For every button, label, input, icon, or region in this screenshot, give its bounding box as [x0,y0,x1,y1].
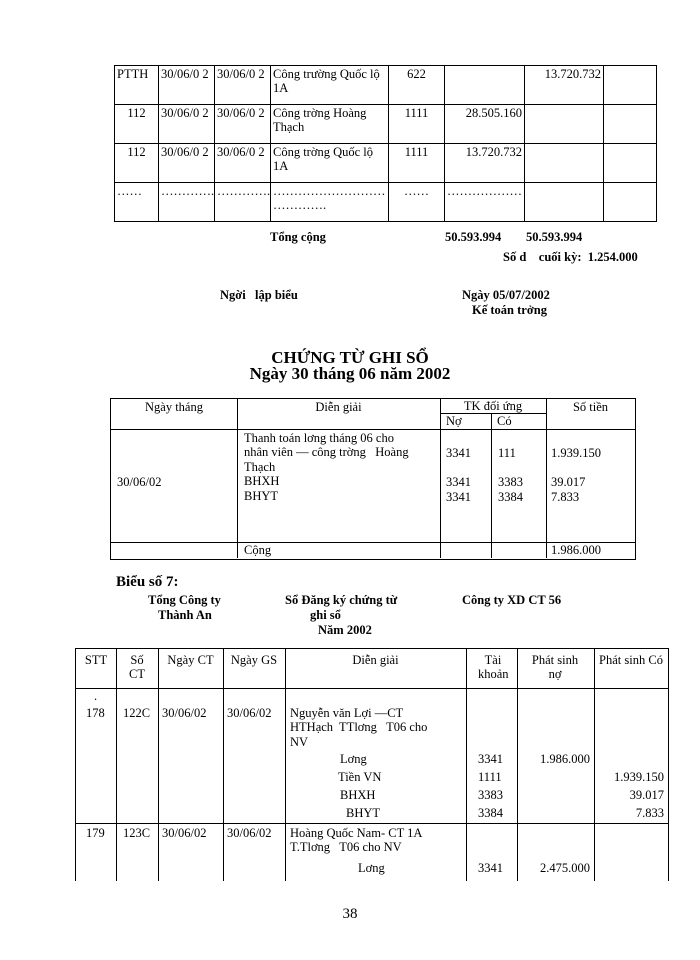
table-row [115,105,657,144]
ledger-cell: 30/06/0 2 [159,66,215,105]
ledger-cell [525,105,604,144]
line-debit: 1.986.000 [540,752,590,766]
ledger-cell: …… [115,183,159,222]
stray-dot: . [94,689,98,703]
desc-line: Hoàng Quốc Nam- CT 1A [290,826,423,840]
ledger-cell [604,144,657,183]
voucher-date: 30/06/02 [117,475,162,489]
ledger-cell: Công trờng Quốc lộ 1A [271,144,389,183]
line-label: Lơng [358,861,385,875]
line-account: 1111 [478,770,502,784]
ledger-cell: 1111 [389,144,445,183]
ledger-total-credit: 50.593.994 [526,230,583,244]
row-ngayct: 30/06/02 [162,706,207,720]
col-credit-header: Có [497,414,512,428]
col-credit-header: Phát sinh Có [599,653,663,667]
desc-line: Nguyễn văn Lợi —CT [290,706,404,720]
row-ngaygs: 30/06/02 [227,826,272,840]
ledger-cell [445,66,525,105]
ledger-cell [525,144,604,183]
voucher-total-label: Cộng [244,543,272,557]
ledger-cell [525,183,604,222]
line-account: 3384 [478,806,503,820]
row-ngaygs: 30/06/02 [227,706,272,720]
ledger-cell: 622 [389,66,445,105]
line-account: 3341 [478,752,503,766]
ledger-table [114,65,657,222]
line-account: 3383 [478,788,503,802]
ledger-cell [604,66,657,105]
ledger-cell: 30/06/0 2 [215,105,271,144]
voucher-table [110,398,636,560]
chief-accountant-label: Kế toán trởng [472,303,547,317]
desc-line: nhân viên — công trờng Hoàng [244,445,409,460]
desc-line: HTHạch TTlơng T06 cho [290,720,428,735]
col-desc-header: Diễn giải [315,400,362,414]
col-desc-header: Diễn giải [352,653,399,667]
ledger-cell: ……………………… …………. [271,183,389,222]
register-title: Sổ Đăng ký chứng từ [285,593,398,607]
col-ngaygs-header: Ngày GS [230,653,278,667]
line-credit: 7.833 [635,806,664,820]
ledger-cell: 112 [115,144,159,183]
ledger-cell: 13.720.732 [525,66,604,105]
row-desc [290,826,466,855]
voucher-subtitle: Ngày 30 tháng 06 năm 2002 [249,364,451,383]
preparer-label: Ngời lập biểu [220,288,298,302]
voucher-title: CHỨNG TỪ GHI SỔ [271,348,429,367]
line-debit: 2.475.000 [540,861,590,875]
entry-credit: 3384 [498,490,523,504]
ledger-cell: 30/06/0 2 [215,144,271,183]
col-soct-header: Số CT [129,653,145,682]
col-date-header: Ngày tháng [145,400,203,414]
entry-credit: 3383 [498,475,523,489]
ledger-cell: 28.505.160 [445,105,525,144]
register-year: Năm 2002 [318,623,372,637]
ledger-cell: …………. [159,183,215,222]
row-soct: 122C [123,706,151,720]
row-stt: 178 [86,706,105,720]
voucher-description [244,431,440,503]
ledger-cell: …………. [215,183,271,222]
parent-company: Tổng Công ty [148,593,221,607]
company-name: Công ty XD CT 56 [462,593,562,607]
entry-debit: 3341 [446,475,471,489]
row-stt: 179 [86,826,105,840]
entry-amount: 1.939.150 [551,446,601,460]
col-account-header: TK đối ứng [463,399,523,413]
entry-debit: 3341 [446,446,471,460]
line-label: BHXH [340,788,376,802]
line-account: 3341 [478,861,503,875]
row-soct: 123C [123,826,151,840]
desc-line: Thanh toán lơng tháng 06 cho [244,431,394,445]
col-debit-header: Phát sinh nợ [531,653,579,682]
form-number: Biểu số 7: [116,574,179,590]
ledger-cell: 30/06/0 2 [159,144,215,183]
desc-line: BHXH [244,474,280,489]
register-table [75,648,669,881]
ledger-total-debit: 50.593.994 [445,230,502,244]
ledger-cell: 13.720.732 [445,144,525,183]
ledger-cell: ……………… [445,183,525,222]
voucher-total-amount: 1.986.000 [551,543,601,557]
ledger-cell: Công trờng Hoàng Thạch [271,105,389,144]
ledger-cell: 1111 [389,105,445,144]
entry-amount: 7.833 [551,490,580,504]
row-desc [290,706,466,749]
ledger-cell: 30/06/0 2 [215,66,271,105]
table-row [115,144,657,183]
parent-company-line2: Thành An [158,608,212,622]
line-label: Lơng [340,752,367,766]
line-credit: 39.017 [629,788,664,802]
register-title-line2: ghi sổ [310,608,341,622]
signature-date: Ngày 05/07/2002 [462,288,550,302]
line-credit: 1.939.150 [614,770,664,784]
line-label: Tiền VN [338,770,382,784]
page-number: 38 [342,906,358,922]
entry-amount: 39.017 [551,475,586,489]
line-label: BHYT [346,806,381,820]
desc-line: Thạch [244,459,276,474]
ledger-cell [604,105,657,144]
ledger-cell: 30/06/0 2 [159,105,215,144]
ledger-total-label: Tổng cộng [270,230,326,244]
ending-balance: Số d cuối kỳ: 1.254.000 [503,250,638,264]
col-amount-header: Số tiền [572,400,609,414]
ledger-cell: …… [389,183,445,222]
table-row [115,183,657,222]
row-ngayct: 30/06/02 [162,826,207,840]
col-ngayct-header: Ngày CT [167,653,214,667]
desc-line: T.Tlơng T06 cho NV [290,840,402,855]
ledger-cell: 112 [115,105,159,144]
ledger-cell: Công trường Quốc lộ 1A [271,66,389,105]
col-stt-header: STT [84,653,108,667]
desc-line: BHYT [244,488,279,503]
entry-debit: 3341 [446,490,471,504]
col-account-header: Tài khoản [478,653,509,682]
table-row [115,66,657,105]
entry-credit: 111 [498,446,516,460]
desc-line: NV [290,734,309,749]
col-debit-header: Nợ [446,414,462,428]
ledger-cell [604,183,657,222]
ledger-cell: PTTH [115,66,159,105]
